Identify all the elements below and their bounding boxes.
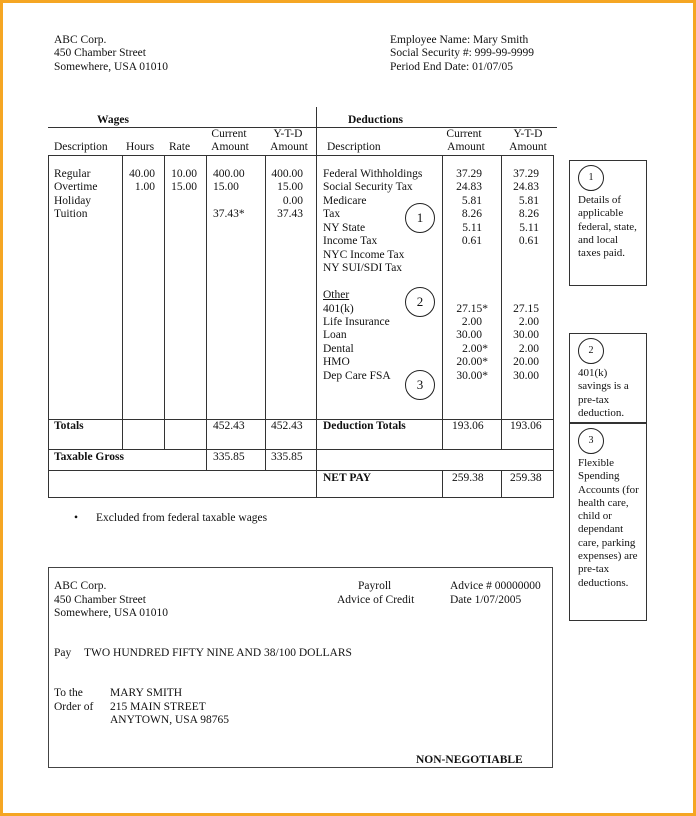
footnote-text: Excluded from federal taxable wages xyxy=(96,512,268,524)
wages-row-0-ytd: 400.00 xyxy=(271,168,303,180)
period-end-date: Period End Date: 01/07/05 xyxy=(390,61,513,73)
deductions-row-3-description: Tax xyxy=(323,208,341,221)
deductions-header-description: Description xyxy=(327,141,381,153)
cheque-company-street: 450 Chamber Street xyxy=(54,594,146,606)
taxable-gross-current: 335.85 xyxy=(213,451,245,463)
deductions-row-12-current: 30.00 xyxy=(456,329,482,342)
cheque-advice-number: Advice # 00000000 xyxy=(450,580,541,592)
deductions-title: Deductions xyxy=(348,114,403,126)
note-3-text: Flexible Spending Accounts (for health care, child or dependant care, parking expenses) are pre-tax deductions. xyxy=(578,457,639,589)
deductions-row-15-current: 30.00* xyxy=(456,369,488,382)
net-pay-current: 259.38 xyxy=(452,472,484,484)
callout-1: 1 xyxy=(405,203,435,233)
deductions-row-13-current: 2.00* xyxy=(462,342,488,355)
note-2-text: 401(k) savings is a pre-tax deduction. xyxy=(578,367,629,419)
company-name: ABC Corp. xyxy=(54,34,107,46)
deductions-row-11-ytd: 2.00 xyxy=(518,315,539,328)
deductions-header-current-1: Current xyxy=(446,128,482,140)
cheque-pay-label: Pay xyxy=(54,647,72,659)
net-pay-ytd: 259.38 xyxy=(510,472,542,484)
employee-name: Employee Name: Mary Smith xyxy=(390,34,529,46)
deductions-row-15-ytd: 30.00 xyxy=(513,369,539,382)
deductions-row-0-ytd: 37.29 xyxy=(513,168,539,180)
cheque-company-name: ABC Corp. xyxy=(54,580,107,592)
deductions-row-6-description: NYC Income Tax xyxy=(323,248,405,261)
deductions-row-3-current: 8.26 xyxy=(461,208,482,221)
note-3 xyxy=(569,423,647,621)
deductions-row-1-ytd: 24.83 xyxy=(513,181,539,194)
deductions-header-ytd-2: Amount xyxy=(509,141,547,153)
deductions-row-1-description: Social Security Tax xyxy=(323,181,413,194)
wages-row-3-current: 37.43* xyxy=(213,208,245,221)
wages-row-0-rate: 10.00 xyxy=(171,168,197,180)
wages-row-1-hours: 1.00 xyxy=(134,181,155,194)
callout-2: 2 xyxy=(405,287,435,317)
cheque-pay-amount: TWO HUNDRED FIFTY NINE AND 38/100 DOLLARS xyxy=(84,647,352,659)
cheque-to-the: To the xyxy=(54,687,83,699)
deductions-row-12-ytd: 30.00 xyxy=(513,329,539,342)
company-city: Somewhere, USA 01010 xyxy=(54,61,169,73)
deductions-row-10-ytd: 27.15 xyxy=(513,302,539,315)
deduction-totals-ytd: 193.06 xyxy=(510,420,542,432)
netpay-col-divider-2 xyxy=(501,470,502,497)
deductions-row-10-description: 401(k) xyxy=(323,302,354,315)
note-1-text: Details of applicable federal, state, and local taxes paid. xyxy=(578,194,637,260)
deductions-row-11-current: 2.00 xyxy=(461,315,482,328)
netpay-col-divider-1 xyxy=(442,470,443,497)
deductions-row-14-ytd: 20.00 xyxy=(513,356,539,369)
deduction-totals-label: Deduction Totals xyxy=(323,420,406,432)
center-divider xyxy=(316,107,317,497)
wages-row-1-ytd: 15.00 xyxy=(277,181,303,194)
deductions-row-10-current: 27.15* xyxy=(456,302,488,315)
deductions-header-current-2: Amount xyxy=(447,141,485,153)
wages-col-divider-3 xyxy=(206,155,207,470)
employee-ssn: Social Security #: 999-99-9999 xyxy=(390,47,535,59)
non-negotiable: NON-NEGOTIABLE xyxy=(416,754,523,766)
wages-header-ytd-1: Y-T-D xyxy=(273,128,303,140)
wages-header-ytd-2: Amount xyxy=(270,141,308,153)
deductions-row-1-current: 24.83 xyxy=(456,181,482,194)
wages-totals-label: Totals xyxy=(54,420,84,432)
deductions-row-4-current: 5.11 xyxy=(462,221,482,234)
footnote-bullet-icon: • xyxy=(74,512,79,524)
wages-col-divider-1 xyxy=(122,155,123,449)
deductions-row-5-current: 0.61 xyxy=(461,235,482,248)
note-1 xyxy=(569,160,647,286)
deductions-row-4-ytd: 5.11 xyxy=(519,221,539,234)
cheque-payroll: Payroll xyxy=(358,580,392,592)
deductions-row-9-description: Other xyxy=(323,289,350,302)
note-1-number: 1 xyxy=(578,165,604,191)
deductions-row-0-current: 37.29 xyxy=(456,168,482,180)
deduction-totals-current: 193.06 xyxy=(452,420,484,432)
cheque-advice-of-credit: Advice of Credit xyxy=(337,594,415,606)
taxable-gross-label: Taxable Gross xyxy=(54,451,124,463)
cheque-order-of: Order of xyxy=(54,701,94,713)
wages-title: Wages xyxy=(97,114,129,126)
note-3-number: 3 xyxy=(578,428,604,454)
wages-row-1-rate: 15.00 xyxy=(171,181,197,194)
deductions-row-13-ytd: 2.00 xyxy=(518,342,539,355)
wages-row-2-description: Holiday xyxy=(54,194,92,207)
wages-row-0-hours: 40.00 xyxy=(129,168,155,180)
deductions-row-7-description: NY SUI/SDI Tax xyxy=(323,262,403,275)
wages-row-0-current: 400.00 xyxy=(213,168,245,180)
deductions-row-4-description: NY State xyxy=(323,221,366,234)
company-street: 450 Chamber Street xyxy=(54,47,146,59)
note-2 xyxy=(569,333,647,423)
table-right-edge xyxy=(553,155,554,497)
cheque-date: Date 1/07/2005 xyxy=(450,594,522,606)
wages-row-1-current: 15.00 xyxy=(213,181,239,194)
net-pay-label: NET PAY xyxy=(323,472,372,484)
deductions-row-2-description: Medicare xyxy=(323,194,367,207)
cheque-company-city: Somewhere, USA 01010 xyxy=(54,607,169,619)
net-pay-rule xyxy=(48,470,554,471)
payee-city: ANYTOWN, USA 98765 xyxy=(110,714,229,726)
deductions-row-0-description: Federal Withholdings xyxy=(323,168,423,180)
wages-row-0-description: Regular xyxy=(54,168,91,180)
table-left-edge xyxy=(48,155,49,497)
deductions-row-12-description: Loan xyxy=(323,329,347,342)
wages-header-description: Description xyxy=(54,141,108,153)
payee-name: MARY SMITH xyxy=(110,687,183,699)
payee-street: 215 MAIN STREET xyxy=(110,701,206,713)
wages-col-divider-2 xyxy=(164,155,165,449)
callout-3: 3 xyxy=(405,370,435,400)
deductions-row-5-ytd: 0.61 xyxy=(518,235,539,248)
deductions-row-11-description: Life Insurance xyxy=(323,315,390,328)
deductions-row-2-ytd: 5.81 xyxy=(518,194,539,207)
deductions-row-2-current: 5.81 xyxy=(461,194,482,207)
wages-row-3-description: Tuition xyxy=(54,208,88,221)
deductions-row-13-description: Dental xyxy=(323,342,354,355)
taxable-gross-ytd: 335.85 xyxy=(271,451,303,463)
deductions-row-3-ytd: 8.26 xyxy=(518,208,539,221)
wages-header-hours: Hours xyxy=(126,141,155,153)
wages-row-3-ytd: 37.43 xyxy=(277,208,303,221)
header-rule-bottom xyxy=(48,155,554,156)
wages-totals-ytd: 452.43 xyxy=(271,420,303,432)
wages-header-current-1: Current xyxy=(211,128,247,140)
wages-header-rate: Rate xyxy=(169,141,191,153)
deductions-row-14-description: HMO xyxy=(323,356,350,369)
table-bottom-rule xyxy=(48,497,554,498)
deductions-row-15-description: Dep Care FSA xyxy=(323,369,391,382)
deductions-row-5-description: Income Tax xyxy=(323,235,378,248)
wages-totals-current: 452.43 xyxy=(213,420,245,432)
wages-row-2-ytd: 0.00 xyxy=(282,194,303,207)
note-2-number: 2 xyxy=(578,338,604,364)
wages-header-current-2: Amount xyxy=(211,141,249,153)
wages-row-1-description: Overtime xyxy=(54,181,98,194)
taxable-gross-rule xyxy=(48,449,554,450)
deductions-row-14-current: 20.00* xyxy=(456,356,488,369)
deductions-header-ytd-1: Y-T-D xyxy=(513,128,543,140)
